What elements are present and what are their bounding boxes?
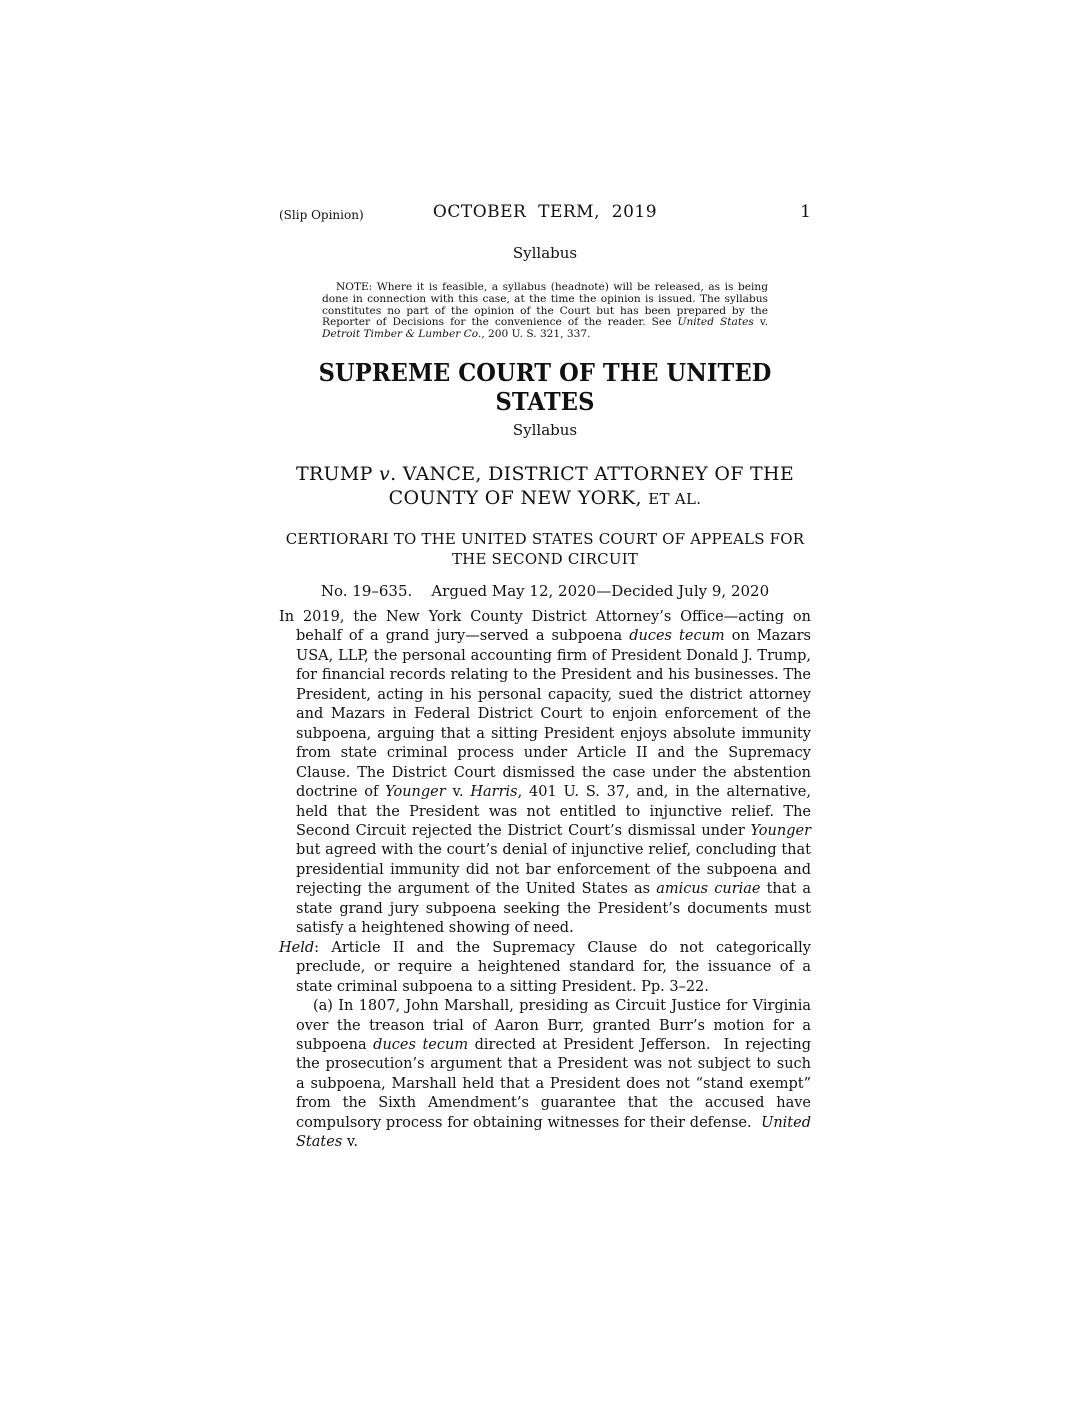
note-case-b: Detroit Timber & Lumber Co. [322,328,482,341]
p1-harris: Harris [470,784,518,801]
note-case-a: United States [677,316,754,329]
case-title-part1: TRUMP [295,463,380,485]
p1-younger-2: Younger [750,822,811,839]
p1-younger: Younger [385,784,446,801]
paragraph-a [279,997,816,1153]
court-name: SUPREME COURT OF THE UNITED STATES [318,358,772,416]
paragraph-facts [279,608,811,939]
p1-text-d: but agreed with the court’s denial of injunctive relief, concluding that presidential immunity did not bar enforcement of the subpoena and rejecting the argument of the United States as [296,842,811,898]
held-text: Article II and the Supremacy Clause do not categorically preclude, or require a heightened standard for, the issuance of a state criminal subpoena to a sitting President. Pp. 3–22. [296,939,811,995]
pa-text-a: (a) In 1807, John Marshall, presiding as Circuit Justice for Virginia over the treason trial of Aaron Burr, granted Burr’s motion for a subpoena [296,998,811,1053]
case-title-part2: . VANCE, DISTRICT ATTORNEY OF THE [390,463,795,485]
slip-opinion-label: (Slip Opinion) [279,208,364,222]
syllabus-heading: Syllabus [512,421,578,439]
pa-text-c: v. [342,1134,358,1151]
certiorari-line1: CERTIORARI TO THE UNITED STATES COURT OF APPEALS FOR [285,530,805,548]
case-title [279,462,811,511]
case-title-v: v [379,463,391,485]
p1-text-c: , 401 U. S. 37, and, in the alternative, held that the President was not entitled to injunctive relief. The Second Circuit rejected the District Court’s dismissal under [296,784,811,839]
p1-duces-tecum: duces tecum [629,628,725,645]
page-number: 1 [800,202,811,222]
case-title-et-al: ET AL. [648,490,702,508]
p1-text-e: that a state grand jury subpoena seeking the President’s documents must satisfy a heightened showing of need. [296,881,811,937]
pa-united-states: United States [296,1114,811,1151]
paragraph-held [279,939,811,997]
held-label: Held [279,939,315,956]
pa-duces-tecum: duces tecum [373,1036,469,1053]
p1-text-a: In 2019, the New York County District Attorney’s Office—acting on behalf of a grand jury—served a subpoena [279,609,811,645]
case-title-line2: COUNTY OF NEW YORK, [388,487,649,509]
note-text-post: , 200 U. S. 321, 337. [481,328,591,341]
p1-amicus-curiae: amicus curiae [656,881,761,898]
note-text-pre: NOTE: Where it is feasible, a syllabus (headnote) will be released, as is being done in connection with this case, at the time the opinion is issued. The syllabus constitutes no part of the opinion of the Court but has been prepared by the Reporter of Decisions for the convenience of the reader. See [322,281,768,329]
reporter-note [322,282,768,341]
docket-line: No. 19–635. Argued May 12, 2020—Decided July 9, 2020 [320,582,770,600]
note-v: v. [753,316,768,329]
pa-text-b: directed at President Jefferson. In rejecting the prosecution’s argument that a President was not subject to such a subpoena, Marshall held that a President does not “stand exempt” from the Sixth Amendment’s guarantee that the accused have compulsory process for obtaining witnesses for their defense. [296,1036,816,1131]
page-header [279,202,811,226]
term-heading: OCTOBER TERM, 2019 [432,202,658,222]
held-colon: : [314,939,320,956]
certiorari-heading [279,529,811,569]
p1-v: v. [445,784,471,801]
syllabus-heading-top: Syllabus [512,244,578,262]
syllabus-body [279,608,816,1153]
certiorari-line2: THE SECOND CIRCUIT [451,550,639,568]
p1-text-b: on Mazars USA, LLP, the personal accounting firm of President Donald J. Trump, for financial records relating to the President and his businesses. The President, acting in his personal capacity, sued the district attorney and Mazars in Federal District Court to enjoin enforcement of the subpoena, arguing that a sitting President enjoys absolute immunity from state criminal process under Article II and the Supremacy Clause. The District Court dismissed the case under the abstention doctrine of [296,628,811,801]
